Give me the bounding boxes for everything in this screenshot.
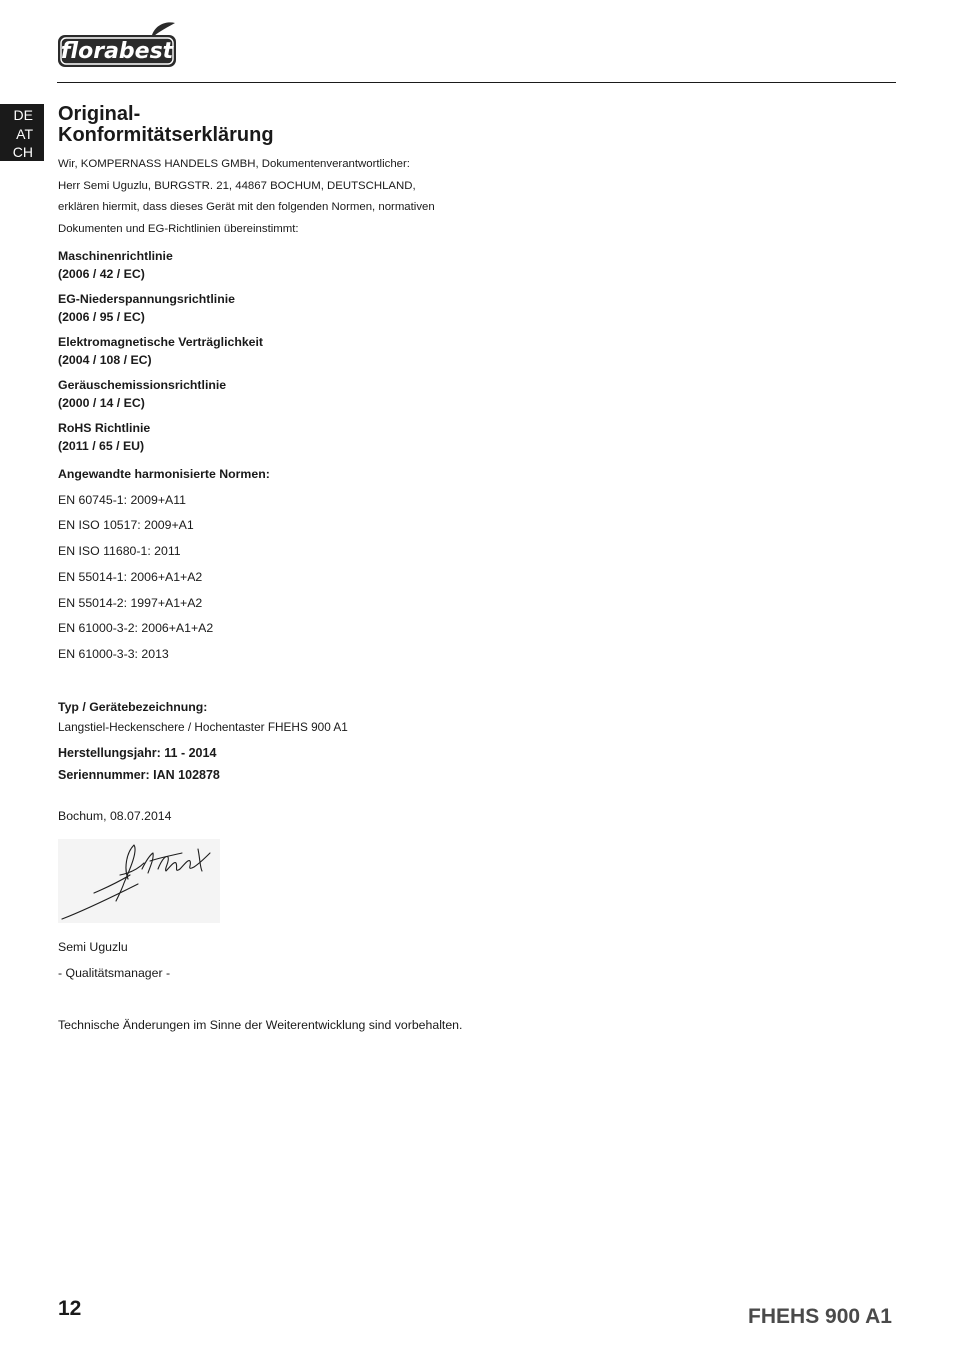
header-rule — [57, 82, 896, 83]
directive-low-voltage — [58, 291, 578, 326]
intro-line: erklären hiermit, dass dieses Gerät mit den folgenden Normen, normativen — [58, 201, 435, 213]
norms-list — [58, 488, 578, 669]
directive-code: (2004 / 108 / EC) — [58, 352, 152, 367]
directive-code: (2006 / 42 / EC) — [58, 266, 145, 281]
norm-item: EN ISO 10517: 2009+A1 — [58, 518, 194, 533]
signer-name: Semi Uguzlu — [58, 940, 128, 955]
intro-line: Herr Semi Uguzlu, BURGSTR. 21, 44867 BOCHUM, DEUTSCHLAND, — [58, 179, 416, 192]
directive-name: Maschinenrichtlinie — [58, 249, 173, 263]
norm-item: EN 61000-3-3: 2013 — [58, 647, 169, 662]
language-tab — [0, 104, 44, 161]
model-name: FHEHS 900 A1 — [748, 1305, 892, 1328]
signature-image — [58, 839, 220, 923]
production-year: Herstellungsjahr: 11 - 2014 — [58, 746, 217, 761]
norm-item: EN 60745-1: 2009+A11 — [58, 492, 186, 507]
page-number: 12 — [58, 1297, 82, 1320]
directive-code: (2011 / 65 / EU) — [58, 438, 145, 453]
intro-text — [58, 154, 578, 240]
directive-rohs — [58, 420, 578, 455]
page-title — [58, 104, 578, 146]
title-line: Konformitätserklärung — [58, 124, 274, 146]
type-value: Langstiel-Heckenschere / Hochentaster FHEHS 900 A1 — [58, 720, 348, 735]
directive-name: Elektromagnetische Verträglichkeit — [58, 335, 264, 349]
norm-item: EN 61000-3-2: 2006+A1+A2 — [58, 621, 214, 636]
serial-number: Seriennummer: IAN 102878 — [58, 768, 220, 783]
declaration-content — [58, 104, 578, 1035]
directive-name: RoHS Richtlinie — [58, 421, 151, 435]
place-date: Bochum, 08.07.2014 — [58, 809, 172, 824]
signer-role: - Qualitätsmanager - — [58, 966, 171, 981]
florabest-logo — [57, 20, 179, 70]
norm-item: EN 55014-2: 1997+A1+A2 — [58, 595, 203, 610]
directive-code: (2000 / 14 / EC) — [58, 395, 145, 410]
norms-heading: Angewandte harmonisierte Normen: — [58, 467, 270, 481]
norm-item: EN 55014-1: 2006+A1+A2 — [58, 569, 203, 584]
svg-text:florabest: florabest — [60, 39, 174, 64]
directive-name: EG-Niederspannungsrichtlinie — [58, 292, 235, 306]
title-line: Original- — [58, 103, 141, 125]
directive-emc — [58, 334, 578, 369]
language-code-ch: CH — [12, 144, 33, 160]
language-code-at: AT — [16, 125, 33, 142]
directive-code: (2006 / 95 / EC) — [58, 309, 145, 324]
directive-machinery — [58, 248, 578, 283]
type-label: Typ / Gerätebezeichnung: — [58, 700, 208, 715]
language-code-de: DE — [13, 107, 33, 123]
intro-line: Dokumenten und EG-Richtlinien übereinstimmt: — [58, 222, 299, 235]
norm-item: EN ISO 11680-1: 2011 — [58, 544, 181, 559]
directive-name: Geräuschemissionsrichtlinie — [58, 378, 227, 392]
disclaimer-text: Technische Änderungen im Sinne der Weiterentwicklung sind vorbehalten. — [58, 1018, 463, 1033]
intro-line: Wir, KOMPERNASS HANDELS GMBH, Dokumentenverantwortlicher: — [58, 158, 410, 170]
directive-noise-emission — [58, 377, 578, 412]
